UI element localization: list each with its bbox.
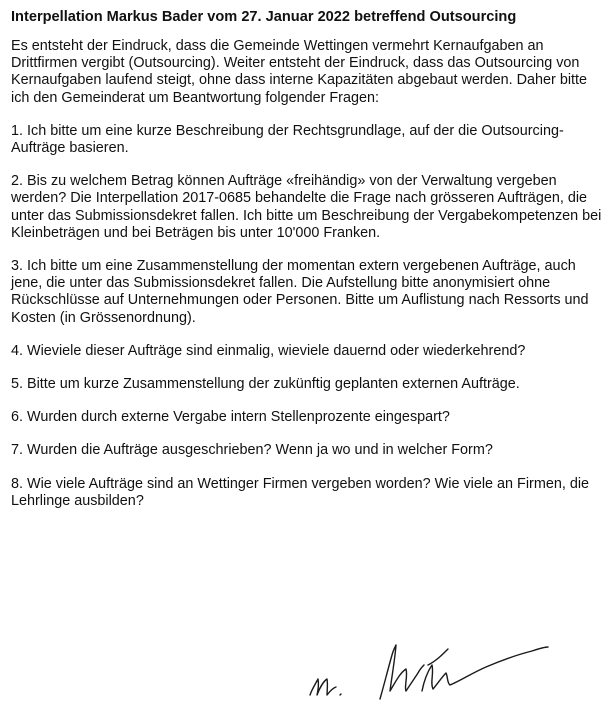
question-8: 8. Wie viele Aufträge sind an Wettinger Firmen vergeben worden? Wie viele an Firmen, die Lehrlinge ausbilden? [11, 475, 590, 509]
question-4: 4. Wieviele dieser Aufträge sind einmalig, wieviele dauernd oder wiederkehrend? [11, 342, 526, 359]
handwritten-signature [300, 625, 560, 715]
document-page [11, 8, 605, 526]
question-3: 3. Ich bitte um eine Zusammenstellung der momentan extern vergebenen Aufträge, auch jene, die unter das Submissionsdekret fallen. Die Aufstellung bitte anonymisiert ohne Rückschlüsse auf Unternehmungen oder Personen. Bitte um Auflistung nach Ressorts und Kosten (in Grössenordnung). [11, 258, 589, 326]
question-5: 5. Bitte um kurze Zusammenstellung der zukünftig geplanten externen Aufträge. [11, 376, 520, 393]
question-7: 7. Wurden die Aufträge ausgeschrieben? Wenn ja wo und in welcher Form? [11, 442, 493, 459]
document-title: Interpellation Markus Bader vom 27. Januar 2022 betreffend Outsourcing [11, 9, 517, 25]
signature-drawing [300, 625, 560, 715]
intro-paragraph: Es entsteht der Eindruck, dass die Gemeinde Wettingen vermehrt Kernaufgaben an Drittfirmen vergibt (Outsourcing). Weiter entsteht der Eindruck, dass das Outsourcing von Kernaufgaben laufend steigt, ohne dass interne Kapazitäten abgebaut werden. Daher bitte ich den Gemeinderat um Beantwortung folgender Fragen: [11, 38, 588, 106]
question-1: 1. Ich bitte um eine kurze Beschreibung der Rechtsgrundlage, auf der die Outsourcing-Aufträge basieren. [11, 122, 564, 157]
question-2: 2. Bis zu welchem Betrag können Aufträge «freihändig» von der Verwaltung vergeben werden? Die Interpellation 2017-0685 behandelte die Frage nach grösseren Aufträgen, die unter das Submissionsdekret fallen. Ich bitte um Beschreibung der Vergabekompetenzen bei Kleinbeträgen und bei Beträgen bis unter 10'000 Franken. [11, 173, 602, 241]
question-6: 6. Wurden durch externe Vergabe intern Stellenprozente eingespart? [11, 409, 450, 426]
